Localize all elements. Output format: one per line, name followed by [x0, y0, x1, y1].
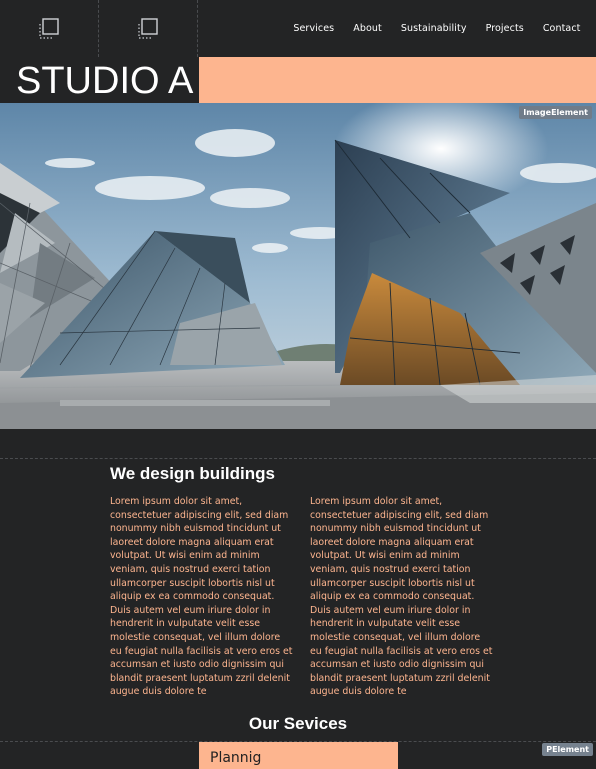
- nav-link-services[interactable]: Services: [293, 23, 335, 34]
- main-nav: [284, 0, 590, 57]
- services-heading: Our Sevices: [248, 714, 348, 733]
- nav-link-about[interactable]: About: [353, 23, 382, 34]
- top-navigation-bar: [0, 0, 596, 57]
- architecture-illustration: [0, 103, 596, 429]
- nav-link-projects[interactable]: Projects: [485, 23, 524, 34]
- intro-paragraph-1: Lorem ipsum dolor sit amet, consectetuer adipiscing elit, sed diam nonummy nibh euismod tincidunt ut laoreet dolore magna aliquam erat volutpat. Ut wisi enim ad minim veniam, quis nostrud exerci tation ullamcorper suscipit lobortis nisl ut aliquip ex ea commodo consequat. Duis autem vel eum iriure dolor in hendrerit in vulputate velit esse molestie consequat, vel illum dolore eu feugiat nulla facilisis at vero eros et accumsan et iusto odio dignissim qui blandit praesent luptatum zzril delenit augue duis dolore te: [110, 496, 293, 698]
- service-card-planning[interactable]: [199, 742, 398, 769]
- brand-band: [0, 57, 596, 103]
- frame-icon: [38, 18, 60, 40]
- nav-link-sustainability[interactable]: Sustainability: [400, 23, 467, 34]
- logo-slot-1[interactable]: [0, 0, 99, 57]
- site-title: STUDIO A: [16, 60, 194, 102]
- service-card-label: Plannig: [210, 750, 262, 766]
- accent-block: [199, 57, 596, 103]
- hero-image: [0, 103, 596, 429]
- image-element-tag: ImageElement: [519, 106, 592, 119]
- intro-heading: We design buildings: [110, 464, 275, 483]
- logo-slot-2[interactable]: [99, 0, 198, 57]
- intro-paragraph-2: Lorem ipsum dolor sit amet, consectetuer adipiscing elit, sed diam nonummy nibh euismod tincidunt ut laoreet dolore magna aliquam erat volutpat. Ut wisi enim ad minim veniam, quis nostrud exerci tation ullamcorper suscipit lobortis nisl ut aliquip ex ea commodo consequat. Duis autem vel eum iriure dolor in hendrerit in vulputate velit esse molestie consequat, vel illum dolore eu feugiat nulla facilisis at vero eros et accumsan et iusto odio dignissim qui blandit praesent luptatum zzril delenit augue duis dolore te: [310, 496, 493, 698]
- section-divider: [0, 458, 596, 459]
- p-element-tag: PElement: [542, 743, 593, 756]
- nav-link-contact[interactable]: Contact: [542, 23, 581, 34]
- frame-icon: [137, 18, 159, 40]
